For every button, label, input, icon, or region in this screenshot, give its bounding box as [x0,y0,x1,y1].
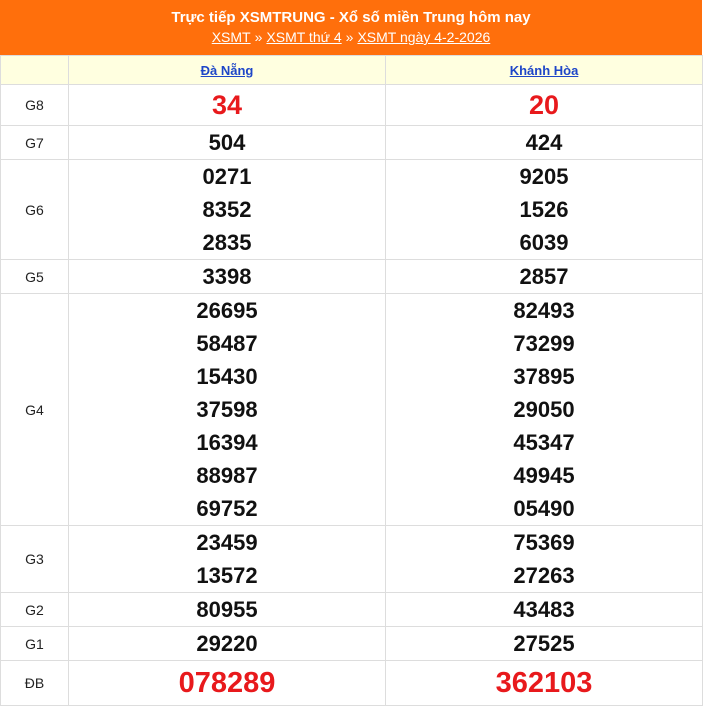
lottery-number: 15430 [196,364,258,389]
prize-cell [69,294,386,526]
prize-cell [69,260,386,294]
corner-cell [1,56,69,85]
prize-label: G3 [1,526,69,593]
lottery-number: 424 [525,130,563,155]
province-header [69,56,386,85]
lottery-number: 078289 [178,667,276,699]
province-header-row [1,56,703,85]
prize-cell [386,160,703,260]
prize-row [1,593,703,627]
lottery-number: 20 [528,90,560,120]
lottery-number: 3398 [202,264,252,289]
prize-cell [386,260,703,294]
lottery-number: 43483 [513,597,575,622]
prize-cell [386,126,703,160]
breadcrumb-xsmt[interactable]: XSMT [211,29,251,45]
prize-label: G8 [1,85,69,126]
lottery-number: 26695 [196,298,258,323]
lottery-number: 69752 [196,496,258,521]
lottery-number: 2835 [202,230,252,255]
results-table [0,55,703,706]
prize-cell [69,593,386,627]
lottery-number: 504 [208,130,246,155]
prize-cell [386,661,703,706]
breadcrumb-separator: » [345,29,354,45]
lottery-number: 37895 [513,364,575,389]
prize-row [1,627,703,661]
lottery-number: 75369 [513,530,575,555]
prize-cell [69,661,386,706]
prize-cell [386,526,703,593]
lottery-number: 49945 [513,463,575,488]
province-link-da-nang[interactable]: Đà Nẵng [200,62,254,78]
lottery-number: 58487 [196,331,258,356]
lottery-number: 13572 [196,563,258,588]
lottery-number: 27263 [513,563,575,588]
prize-row [1,294,703,526]
prize-label: G6 [1,160,69,260]
prize-cell [69,627,386,661]
breadcrumb-xsmt-date[interactable]: XSMT ngày 4-2-2026 [357,29,491,45]
lottery-number: 29220 [196,631,258,656]
breadcrumb-separator: » [254,29,263,45]
lottery-number: 29050 [513,397,575,422]
lottery-number: 34 [211,90,243,120]
province-link-khanh-hoa[interactable]: Khánh Hòa [509,62,579,78]
lottery-number: 2857 [519,264,569,289]
prize-cell [386,593,703,627]
prize-label: G5 [1,260,69,294]
prize-cell [69,526,386,593]
lottery-number: 8352 [202,197,252,222]
prize-cell [386,85,703,126]
prize-label: G2 [1,593,69,627]
lottery-number: 16394 [196,430,258,455]
lottery-number: 88987 [196,463,258,488]
lottery-number: 6039 [519,230,569,255]
lottery-number: 9205 [519,164,569,189]
lottery-number: 45347 [513,430,575,455]
breadcrumb-xsmt-thu-4[interactable]: XSMT thứ 4 [266,29,342,45]
lottery-number: 05490 [513,496,575,521]
prize-label: G7 [1,126,69,160]
prize-label: ĐB [1,661,69,706]
lottery-number: 1526 [519,197,569,222]
lottery-number: 73299 [513,331,575,356]
prize-row [1,85,703,126]
lottery-number: 27525 [513,631,575,656]
prize-rows [1,85,703,706]
lottery-number: 80955 [196,597,258,622]
lottery-number: 23459 [196,530,258,555]
page-title: Trực tiếp XSMTRUNG - Xổ số miền Trung hôm nay [171,9,531,26]
prize-row [1,260,703,294]
page-header [0,0,702,55]
prize-label: G4 [1,294,69,526]
prize-cell [69,160,386,260]
province-header [386,56,703,85]
prize-row [1,661,703,706]
prize-row [1,526,703,593]
lottery-number: 82493 [513,298,575,323]
prize-row [1,160,703,260]
prize-row [1,126,703,160]
prize-label: G1 [1,627,69,661]
lottery-number: 0271 [202,164,252,189]
breadcrumb [0,28,702,46]
prize-cell [386,294,703,526]
lottery-number: 362103 [495,667,593,699]
prize-cell [69,85,386,126]
prize-cell [386,627,703,661]
lottery-number: 37598 [196,397,258,422]
prize-cell [69,126,386,160]
